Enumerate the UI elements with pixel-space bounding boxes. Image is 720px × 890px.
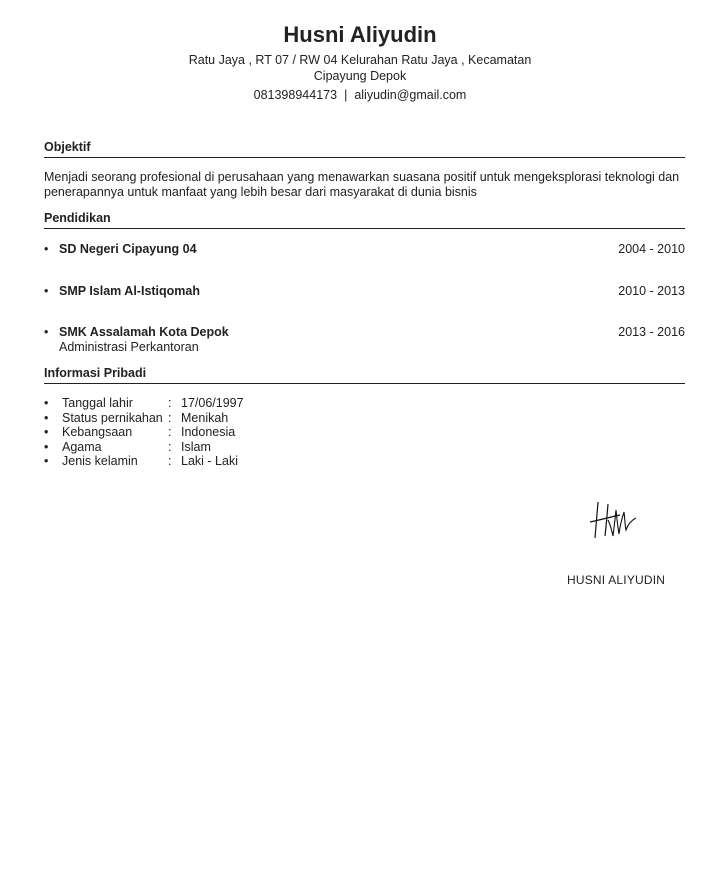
section-title-objektif: Objektif xyxy=(44,139,685,158)
info-label: Tanggal lahir xyxy=(62,396,133,410)
bullet-icon: • xyxy=(44,410,49,425)
section-objektif xyxy=(44,139,685,200)
info-label: Kebangsaan xyxy=(62,425,133,439)
education-list xyxy=(44,229,685,369)
section-title-informasi: Informasi Pribadi xyxy=(44,365,685,384)
info-label: Jenis kelamin xyxy=(62,454,138,468)
study-period: 2004 - 2010 xyxy=(618,242,685,256)
section-informasi-pribadi xyxy=(44,365,685,469)
school-name: SMP Islam Al-Istiqomah xyxy=(59,284,201,298)
candidate-name: Husni Aliyudin xyxy=(283,22,437,47)
school-name: SD Negeri Cipayung 04 xyxy=(59,242,197,256)
info-colon: : xyxy=(168,439,172,454)
candidate-address: Ratu Jaya , RT 07 / RW 04 Kelurahan Ratu Jaya , Kecamatan Cipayung Depok xyxy=(188,53,532,83)
study-period: 2013 - 2016 xyxy=(618,325,685,339)
study-period: 2010 - 2013 xyxy=(618,284,685,298)
section-title-pendidikan: Pendidikan xyxy=(44,210,685,229)
info-row-birthdate xyxy=(44,396,685,411)
info-label: Agama xyxy=(62,439,102,454)
info-row-gender xyxy=(44,454,685,469)
info-row-religion xyxy=(44,440,685,455)
bullet-icon: • xyxy=(44,325,49,339)
bullet-icon: • xyxy=(44,425,49,439)
info-value: 17/06/1997 xyxy=(181,396,244,410)
info-label: Status pernikahan xyxy=(62,410,163,425)
info-row-nationality xyxy=(44,425,685,440)
section-pendidikan xyxy=(44,210,685,369)
info-colon: : xyxy=(168,425,172,439)
signer-name: HUSNI ALIYUDIN xyxy=(567,573,666,587)
info-value: Menikah xyxy=(181,410,229,425)
info-colon: : xyxy=(168,454,172,468)
cv-header xyxy=(0,0,720,103)
contact-line xyxy=(0,87,720,103)
contact-separator: | xyxy=(344,88,348,102)
personal-info-list xyxy=(44,396,685,469)
bullet-icon: • xyxy=(44,242,49,256)
school-name: SMK Assalamah Kota Depok xyxy=(59,325,229,339)
info-colon: : xyxy=(168,396,172,410)
study-major: Administrasi Perkantoran xyxy=(59,340,199,354)
phone-number: 081398944173 xyxy=(253,88,338,102)
info-value: Indonesia xyxy=(181,425,236,439)
objektif-text: Menjadi seorang profesional di perusahaan yang menawarkan suasana positif untuk mengeksplorasi teknologi dan penerapannya untuk manfaat yang lebih besar dari masyarakat di dunia bisnis xyxy=(44,170,680,199)
bullet-icon: • xyxy=(44,396,49,410)
email-address: aliyudin@gmail.com xyxy=(354,88,467,102)
info-row-marital-status xyxy=(44,411,685,426)
info-colon: : xyxy=(168,410,172,425)
bullet-icon: • xyxy=(44,439,49,454)
info-value: Islam xyxy=(181,439,211,454)
signature-icon xyxy=(588,496,640,544)
bullet-icon: • xyxy=(44,454,49,468)
info-value: Laki - Laki xyxy=(181,454,238,468)
bullet-icon: • xyxy=(44,284,49,298)
